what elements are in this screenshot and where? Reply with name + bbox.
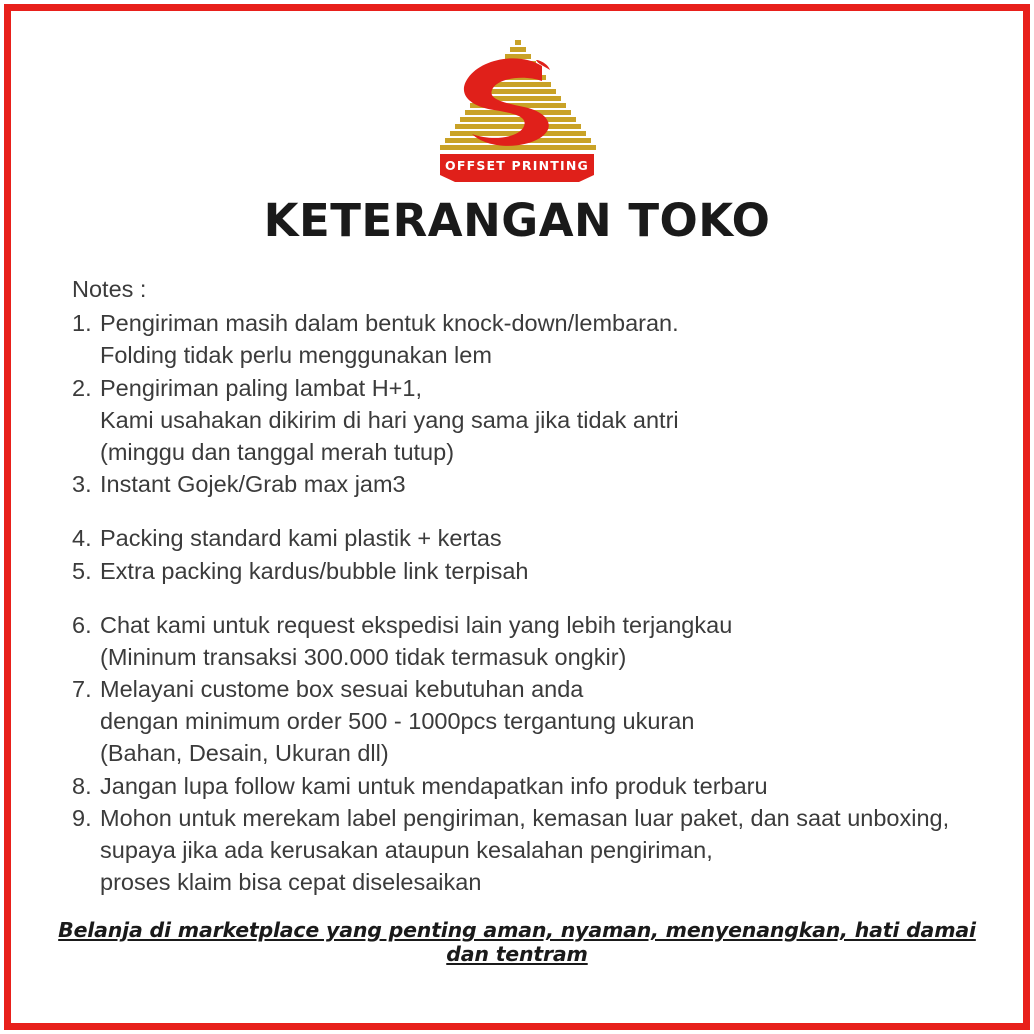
note-number: 3. [72,471,92,498]
note-line: Instant Gojek/Grab max jam3 [100,471,406,498]
note-line: Pengiriman masih dalam bentuk knock-down/lembaran. [100,310,679,337]
note-lines [100,522,980,554]
note-line: proses klaim bisa cepat diselesaikan [100,869,482,896]
note-line: (Mininum transaksi 300.000 tidak termasuk ongkir) [100,643,627,670]
offset-printing-logo [424,34,610,182]
footer-text: Belanja di marketplace yang penting aman, nyaman, menyenangkan, hati damai dan tentram [58,918,976,966]
note-lines [100,673,980,770]
notes-label: Notes : [72,276,147,302]
logo-container [54,34,980,184]
note-item-8 [72,770,980,802]
note-lines [100,307,980,371]
notes-block [54,273,980,898]
note-line: Extra packing kardus/bubble link terpisah [100,557,529,584]
page-title: KETERANGAN TOKO [263,194,771,247]
note-item-9 [72,802,980,899]
note-lines [100,802,980,899]
note-line: Kami usahakan dikirim di hari yang sama jika tidak antri [100,406,679,433]
note-item-6 [72,609,980,673]
note-line: (minggu dan tanggal merah tutup) [100,438,455,465]
note-line: dengan minimum order 500 - 1000pcs tergantung ukuran [100,708,695,735]
note-line: Packing standard kami plastik + kertas [100,525,502,552]
note-item-2 [72,372,980,469]
document-content [16,16,1018,1018]
note-item-7 [72,673,980,770]
note-number: 6. [72,611,92,638]
note-line: Mohon untuk merekam label pengiriman, kemasan luar paket, dan saat unboxing, [100,804,950,831]
note-number: 5. [72,557,92,584]
note-number: 7. [72,676,92,703]
note-lines [100,609,980,673]
note-lines [100,555,980,587]
note-lines [100,372,980,469]
footer [16,918,1018,966]
note-line: (Bahan, Desain, Ukuran dll) [100,740,389,767]
note-item-5 [72,555,980,587]
note-number: 1. [72,310,92,337]
note-lines [100,770,980,802]
note-line: Folding tidak perlu menggunakan lem [100,342,492,369]
note-line: Pengiriman paling lambat H+1, [100,374,423,401]
note-number: 2. [72,374,92,401]
spacer [72,587,980,609]
note-line: Melayani custome box sesuai kebutuhan anda [100,676,584,703]
spacer [72,500,980,522]
note-line: Chat kami untuk request ekspedisi lain yang lebih terjangkau [100,611,733,638]
note-line: supaya jika ada kerusakan ataupun kesalahan pengiriman, [100,837,713,863]
note-item-4 [72,522,980,554]
note-number: 4. [72,525,92,552]
note-lines [100,468,980,500]
note-number: 8. [72,772,92,799]
note-item-1 [72,307,980,371]
note-number: 9. [72,804,92,831]
logo-banner-text: OFFSET PRINTING [445,158,589,173]
note-line: Jangan lupa follow kami untuk mendapatkan info produk terbaru [100,772,768,799]
note-item-3 [72,468,980,500]
